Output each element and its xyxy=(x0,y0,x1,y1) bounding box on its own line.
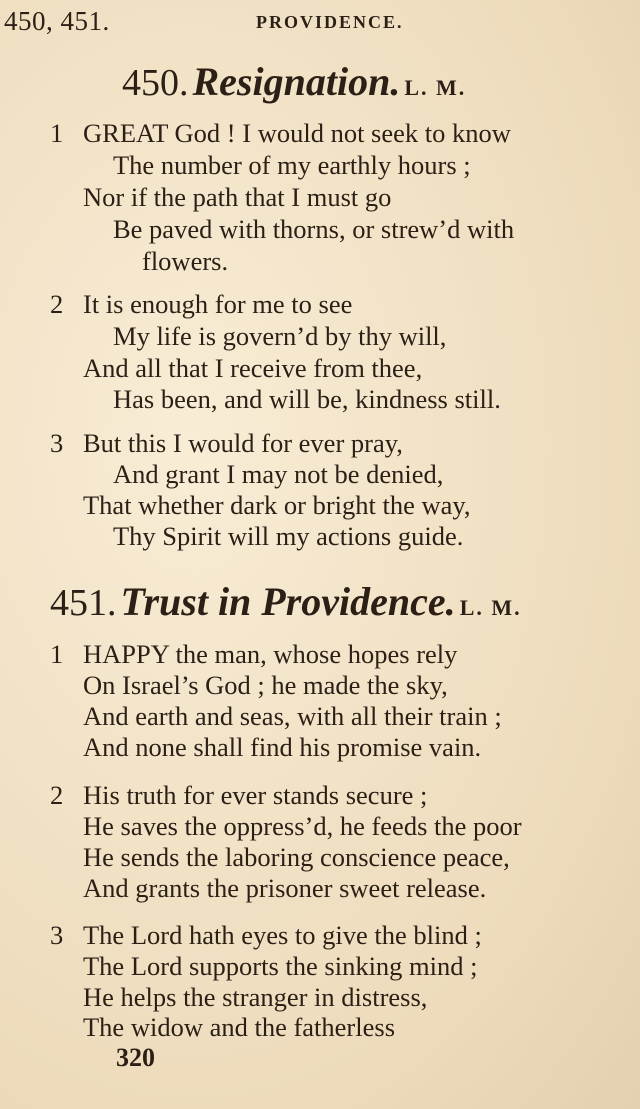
verse-line: And earth and seas, with all their train ; xyxy=(83,701,502,731)
verse-line: That whether dark or bright the way, xyxy=(83,490,471,520)
verse-line: He helps the stranger in distress, xyxy=(83,982,428,1012)
verse-line: And grants the prisoner sweet release. xyxy=(83,873,487,903)
verse-line: He sends the laboring conscience peace, xyxy=(83,842,510,872)
verse-line: His truth for ever stands secure ; xyxy=(83,780,428,810)
hymn-number: 451. xyxy=(50,582,117,624)
stanza-number: 2 xyxy=(50,289,64,319)
stanza-number: 2 xyxy=(50,780,64,810)
verse-line: But this I would for ever pray, xyxy=(83,428,403,458)
verse-line: Nor if the path that I must go xyxy=(83,182,392,212)
running-head-hymn-numbers: 450, 451. xyxy=(4,6,110,36)
hymn-number: 450. xyxy=(122,62,189,104)
verse-line: The Lord hath eyes to give the blind ; xyxy=(83,920,482,950)
running-head xyxy=(0,6,640,36)
stanza-number: 3 xyxy=(50,428,64,458)
hymn-name: Trust in Providence. xyxy=(120,579,456,624)
hymn-meter: L. M. xyxy=(459,595,522,620)
verse-line: The widow and the fatherless xyxy=(83,1012,396,1042)
stanza-number: 1 xyxy=(50,639,64,669)
verse-line: And none shall find his promise vain. xyxy=(83,732,482,762)
page-number: 320 xyxy=(116,1043,155,1072)
verse-line: My life is govern’d by thy will, xyxy=(113,321,447,351)
running-head-section: PROVIDENCE. xyxy=(256,12,404,32)
verse-line: Be paved with thorns, or strew’d with xyxy=(113,214,515,244)
verse-line: flowers. xyxy=(142,246,229,276)
hymn-450-title xyxy=(122,58,466,105)
verse-line: And grant I may not be denied, xyxy=(113,459,444,489)
hymn-meter: L. M. xyxy=(404,75,467,100)
verse-line: GREAT God ! I would not seek to know xyxy=(83,118,511,148)
verse-line: The number of my earthly hours ; xyxy=(113,150,471,180)
verse-line: And all that I receive from thee, xyxy=(83,353,423,383)
stanza-number: 1 xyxy=(50,118,64,148)
verse-line: The Lord supports the sinking mind ; xyxy=(83,951,478,981)
stanza-number: 3 xyxy=(50,920,64,950)
verse-line: Thy Spirit will my actions guide. xyxy=(113,521,464,551)
hymn-name: Resignation. xyxy=(192,59,401,104)
verse-line: HAPPY the man, whose hopes rely xyxy=(83,639,458,669)
verse-line: He saves the oppress’d, he feeds the poor xyxy=(83,811,522,841)
verse-line: It is enough for me to see xyxy=(83,289,353,319)
hymn-451-title xyxy=(50,578,522,625)
verse-line: On Israel’s God ; he made the sky, xyxy=(83,670,448,700)
verse-line: Has been, and will be, kindness still. xyxy=(113,384,501,414)
